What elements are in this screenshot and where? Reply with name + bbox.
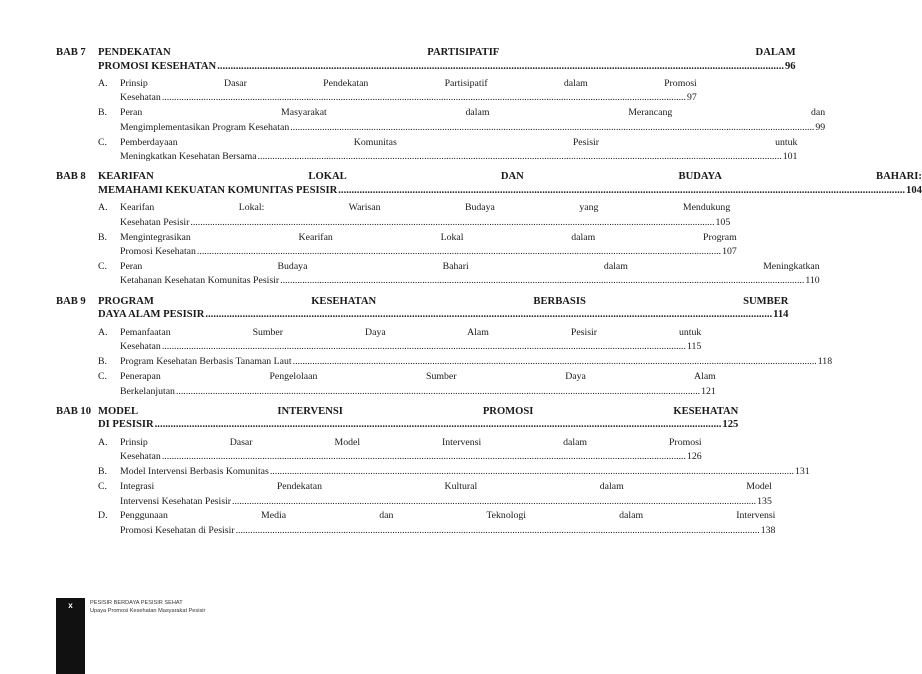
book-subtitle: Upaya Promosi Kesehatan Masyarakat Pesisir xyxy=(90,608,206,614)
section-title-line2: Kesehatan xyxy=(120,341,161,353)
chapter-title-line2: DI PESISIR xyxy=(98,419,154,431)
section-letter: A. xyxy=(98,436,108,448)
section-page-number: 101 xyxy=(782,151,798,163)
chapter-10 xyxy=(56,405,810,538)
chapter-heading[interactable] xyxy=(56,295,789,322)
chapter-page-number: 114 xyxy=(773,309,789,321)
section-title: Program Kesehatan Berbasis Tanaman Laut xyxy=(120,356,292,368)
section-letter: B. xyxy=(98,466,107,478)
dot-leader xyxy=(197,245,721,259)
section-letter: B. xyxy=(98,356,107,368)
section-letter: C. xyxy=(98,136,107,148)
section-letter: C. xyxy=(98,481,107,493)
section-title-line2: Promosi Kesehatan di Pesisir xyxy=(120,524,235,536)
section-letter: C. xyxy=(98,261,107,273)
section-title-line1: Prinsip Dasar Pendekatan Partisipatif dalam Promosi xyxy=(120,78,697,89)
chapter-heading[interactable] xyxy=(56,46,796,73)
section-title-line2: Promosi Kesehatan xyxy=(120,246,196,258)
section-title-line2: Intervensi Kesehatan Pesisir xyxy=(120,495,231,507)
section-page-number: 118 xyxy=(817,356,833,368)
chapter-title-line2: DAYA ALAM PESISIR xyxy=(98,309,205,321)
section-page-number: 107 xyxy=(722,246,737,258)
chapter-number: BAB 10 xyxy=(56,405,92,417)
section-entry[interactable] xyxy=(98,106,826,135)
section-letter: A. xyxy=(98,202,108,214)
chapter-9 xyxy=(56,295,833,399)
dot-leader xyxy=(162,91,686,105)
section-entry[interactable] xyxy=(98,260,820,289)
dot-leader xyxy=(236,524,760,538)
section-entry[interactable] xyxy=(98,480,772,509)
section-title-line1: Penggunaan Media dan Teknologi dalam Intervensi xyxy=(120,510,776,522)
page-number: x xyxy=(68,601,73,610)
section-entry[interactable] xyxy=(98,370,716,399)
chapter-number: BAB 8 xyxy=(56,171,86,183)
chapter-heading[interactable] xyxy=(56,405,739,432)
section-letter: C. xyxy=(98,371,107,383)
section-title-line1: Kearifan Lokal: Warisan Budaya yang Mendukung xyxy=(120,202,731,214)
chapter-title-line1: PROGRAM KESEHATAN BERBASIS SUMBER xyxy=(98,295,789,307)
section-page-number: 110 xyxy=(805,275,820,287)
section-page-number: 138 xyxy=(760,524,776,536)
section-letter: B. xyxy=(98,107,107,119)
dot-leader xyxy=(162,450,686,464)
section-title-line1: Pemberdayaan Komunitas Pesisir untuk xyxy=(120,136,798,148)
section-entry[interactable] xyxy=(98,77,697,106)
chapter-title-line1: KEARIFAN LOKAL DAN BUDAYA BAHARI: xyxy=(98,171,922,183)
table-of-contents xyxy=(56,46,922,544)
section-letter: A. xyxy=(98,78,108,89)
section-page-number: 121 xyxy=(701,385,716,397)
section-title-line1: Prinsip Dasar Model Intervensi dalam Promosi xyxy=(120,436,702,448)
dot-leader xyxy=(205,308,772,322)
section-letter: D. xyxy=(98,510,108,522)
section-page-number: 99 xyxy=(815,121,826,133)
section-title-line2: Berkelanjutan xyxy=(120,385,175,397)
section-page-number: 115 xyxy=(686,341,702,353)
dot-leader xyxy=(217,60,784,74)
chapter-page-number: 96 xyxy=(784,60,796,72)
section-entry[interactable] xyxy=(98,355,833,369)
section-title-line1: Pemanfaatan Sumber Daya Alam Pesisir untuk xyxy=(120,326,702,338)
section-letter: A. xyxy=(98,326,108,338)
section-title-line2: Ketahanan Kesehatan Komunitas Pesisir xyxy=(120,275,280,287)
section-page-number: 131 xyxy=(794,466,810,478)
chapter-number: BAB 9 xyxy=(56,295,86,307)
chapter-7 xyxy=(56,46,826,164)
dot-leader xyxy=(293,355,817,369)
dot-leader xyxy=(258,150,782,164)
chapter-title-line1: PENDEKATAN PARTISIPATIF DALAM xyxy=(98,47,796,58)
chapter-heading[interactable] xyxy=(56,170,922,197)
dot-leader xyxy=(290,121,814,135)
section-page-number: 126 xyxy=(686,451,702,463)
section-entry[interactable] xyxy=(98,465,810,479)
section-letter: B. xyxy=(98,231,107,243)
section-title-line1: Mengintegrasikan Kearifan Lokal dalam Program xyxy=(120,231,737,243)
dot-leader xyxy=(190,216,714,230)
section-entry[interactable] xyxy=(98,436,702,465)
book-title: PESISIR BERDAYA PESISIR SEHAT xyxy=(90,600,183,606)
section-entry[interactable] xyxy=(98,326,702,355)
dot-leader xyxy=(270,465,794,479)
chapter-title-line2: PROMOSI KESEHATAN xyxy=(98,60,217,72)
chapter-8 xyxy=(56,170,922,288)
section-page-number: 97 xyxy=(686,92,697,104)
section-entry[interactable] xyxy=(98,201,731,230)
section-entry[interactable] xyxy=(98,136,798,165)
section-title-line1: Peran Masyarakat dalam Merancang dan xyxy=(120,107,826,119)
section-title-line1: Penerapan Pengelolaan Sumber Daya Alam xyxy=(120,371,716,383)
section-title-line2: Kesehatan xyxy=(120,451,161,463)
dot-leader xyxy=(232,495,756,509)
chapter-number: BAB 7 xyxy=(56,47,86,58)
section-title-line2: Meningkatkan Kesehatan Bersama xyxy=(120,151,257,163)
section-title-line2: Kesehatan xyxy=(120,92,161,104)
section-page-number: 105 xyxy=(715,216,731,228)
dot-leader xyxy=(338,184,905,198)
section-page-number: 135 xyxy=(757,495,772,507)
dot-leader xyxy=(280,274,804,288)
section-title-line2: Kesehatan Pesisir xyxy=(120,216,190,228)
section-title: Model Intervensi Berbasis Komunitas xyxy=(120,466,269,478)
chapter-page-number: 104 xyxy=(906,184,922,196)
dot-leader xyxy=(176,385,700,399)
section-title-line1: Peran Budaya Bahari dalam Meningkatkan xyxy=(120,261,820,273)
chapter-title-line1: MODEL INTERVENSI PROMOSI KESEHATAN xyxy=(98,405,739,417)
section-entry[interactable] xyxy=(98,509,776,538)
section-entry[interactable] xyxy=(98,231,737,260)
dot-leader xyxy=(162,340,686,354)
dot-leader xyxy=(155,418,722,432)
running-footer xyxy=(90,599,205,615)
section-title-line2: Mengimplementasikan Program Kesehatan xyxy=(120,121,290,133)
chapter-page-number: 125 xyxy=(722,419,739,431)
section-title-line1: Integrasi Pendekatan Kultural dalam Model xyxy=(120,481,772,493)
chapter-title-line2: MEMAHAMI KEKUATAN KOMUNITAS PESISIR xyxy=(98,184,338,196)
